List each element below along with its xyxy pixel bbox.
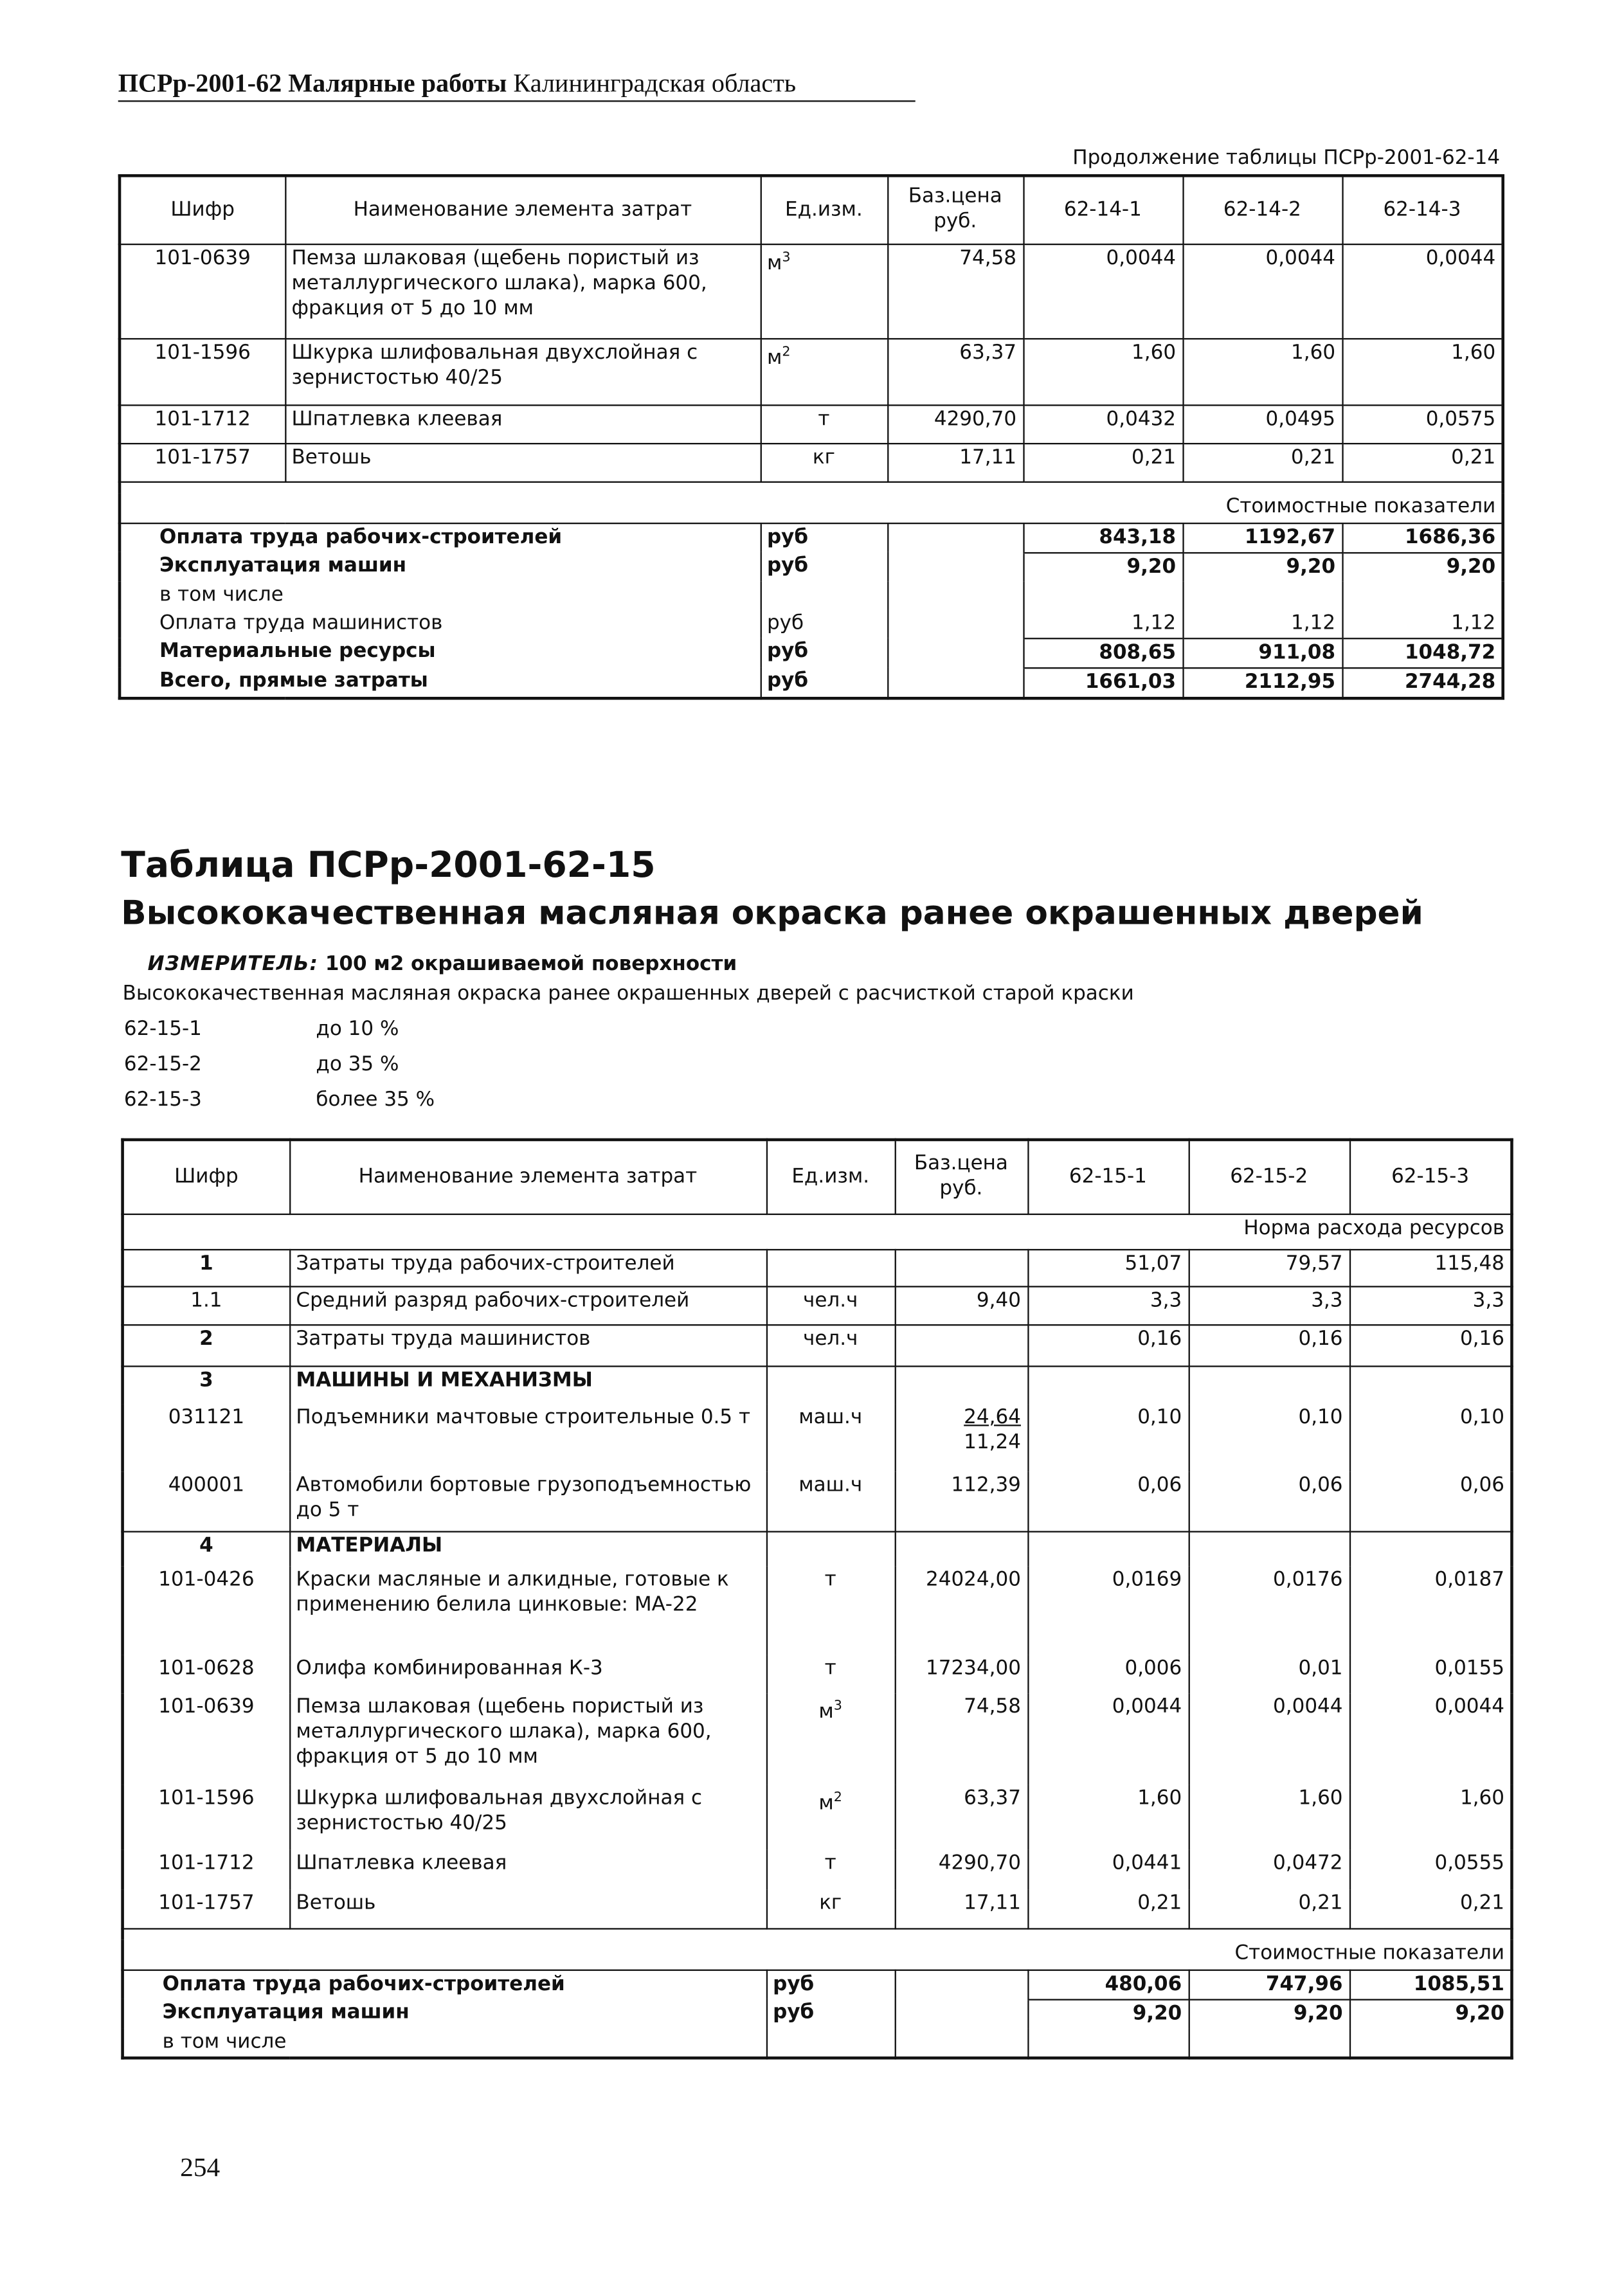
cell-code: 031121 [123,1404,289,1472]
cell-value: 0,10 [1189,1404,1349,1472]
cell-value: 0,0044 [1027,1693,1188,1785]
cell-value: 3,3 [1349,1286,1512,1324]
cell-value: 0,0472 [1189,1850,1349,1890]
cost-value: 1,12 [1342,609,1502,638]
cost-row [120,552,1503,581]
cell-price: 9,40 [895,1286,1028,1324]
col-header-name: Наименование элемента затрат [285,175,760,244]
cell-value: 0,0044 [1189,1693,1349,1785]
table-15-title: Таблица ПСРр-2001-62-15 [121,844,656,886]
cell-price: 63,37 [895,1785,1028,1850]
cost-value [1027,2028,1188,2057]
cost-unit: руб [761,609,887,638]
cost-name: Оплата труда рабочих-строителей [120,523,761,552]
cell-name: Пемза шлаковая (щебень пористый из металлургического шлака), марка 600, фракция от 5 до 10 мм [285,244,760,338]
cell-value: 0,21 [1349,1890,1512,1929]
cost-unit: руб [761,523,887,552]
cost-value: 9,20 [1189,1999,1349,2028]
cell-name: Шкурка шлифовальная двухслойная с зернистостью 40/25 [285,338,760,404]
section-title: МАТЕРИАЛЫ [289,1531,766,1567]
cell-value: 1,60 [1189,1785,1349,1850]
running-header [118,68,916,102]
table-row [120,244,1503,338]
cell-code: 400001 [123,1472,289,1531]
cell-price: 112,39 [895,1472,1028,1531]
cell-name: Краски масляные и алкидные, готовые к применению белила цинковые: МА-22 [289,1567,766,1655]
cost-value: 808,65 [1023,638,1182,667]
cost-row [120,609,1503,638]
cell-code: 101-0639 [120,244,285,338]
cell-code: 101-1712 [120,404,285,443]
col-header-unit: Ед.изм. [766,1140,895,1214]
cost-value: 1085,51 [1349,1970,1512,1999]
cost-row [120,667,1503,697]
cost-unit [761,581,887,609]
cell-value: 0,01 [1189,1655,1349,1693]
col-header-name: Наименование элемента затрат [289,1140,766,1214]
cell-name: Шкурка шлифовальная двухслойная с зернистостью 40/25 [289,1785,766,1850]
cell-name: Шпатлевка клеевая [289,1850,766,1890]
section-row [123,1531,1512,1567]
measure-value: 100 м2 окрашиваемой поверхности [325,952,737,976]
cell-unit: $м^3$ [761,244,887,338]
cost-price-empty [887,638,1023,667]
cell-price [895,1324,1028,1365]
cost-value: 747,96 [1189,1970,1349,1999]
cell-code: 101-0628 [123,1655,289,1693]
cell-value: 0,06 [1189,1472,1349,1531]
cell-value: 3,3 [1027,1286,1188,1324]
header-code: ПСРр-2001-62 [118,67,282,98]
cell-unit: чел.ч [766,1324,895,1365]
cell-price: 63,37 [887,338,1023,404]
col-header-62-15-2: 62-15-2 [1189,1140,1349,1214]
cell-value: 0,10 [1349,1404,1512,1472]
cost-value: 1661,03 [1023,667,1182,697]
cell-value: 0,0441 [1027,1850,1188,1890]
cost-value [1182,581,1342,609]
cell-unit: чел.ч [766,1286,895,1324]
cell-name: Ветошь [289,1890,766,1929]
table-row [123,1567,1512,1655]
table-row [123,1655,1512,1693]
cost-row [123,2028,1512,2057]
table-row [120,338,1503,404]
table-row [123,1472,1512,1531]
cost-value: 1686,36 [1342,523,1502,552]
table-row [123,1286,1512,1324]
cell-value: 0,0044 [1342,244,1502,338]
cell-unit [766,1249,895,1286]
spacer-row [123,1928,1512,1939]
cost-value: 9,20 [1182,552,1342,581]
cell-unit: кг [766,1890,895,1929]
measure-label: ИЗМЕРИТЕЛЬ: [147,952,319,976]
cost-unit: руб [766,1970,895,1999]
cell-unit: $м^2$ [766,1785,895,1850]
cell-value: 79,57 [1189,1249,1349,1286]
cost-value: 9,20 [1027,1999,1188,2028]
col-header-code: Шифр [120,175,285,244]
cost-name: Эксплуатация машин [120,552,761,581]
cell-value: 0,0176 [1189,1567,1349,1655]
cell-name: Подъемники мачтовые строительные 0.5 т [289,1404,766,1472]
cell-name: Автомобили бортовые грузоподъемностью до 5 т [289,1472,766,1531]
variant-row: 62-15-1 до 10 % [123,1017,399,1041]
cell-price: 17,11 [895,1890,1028,1929]
cell-name: Средний разряд рабочих-строителей [289,1286,766,1324]
cell-unit: $м^2$ [761,338,887,404]
cell-value: 0,0575 [1342,404,1502,443]
cell-price: 4290,70 [887,404,1023,443]
cell-value: 1,60 [1349,1785,1512,1850]
cell-value: 0,0044 [1023,244,1182,338]
cell-code: 2 [123,1324,289,1365]
cell-value: 0,21 [1027,1890,1188,1929]
cell-value: 0,006 [1027,1655,1188,1693]
cell-value: 115,48 [1349,1249,1512,1286]
cell-price: 4290,70 [895,1850,1028,1890]
cell-value: 0,0555 [1349,1850,1512,1890]
col-header-code: Шифр [123,1140,289,1214]
cell-value: 0,0155 [1349,1655,1512,1693]
cell-name: Затраты труда машинистов [289,1324,766,1365]
cost-unit: руб [761,638,887,667]
cost-unit [766,2028,895,2057]
cell-value: 0,10 [1027,1404,1188,1472]
cost-row [120,523,1503,552]
cost-price-empty [887,523,1023,552]
cell-unit: маш.ч [766,1472,895,1531]
col-header-62-14-3: 62-14-3 [1342,175,1502,244]
col-header-price: Баз.цена руб. [887,175,1023,244]
cell-value: 0,21 [1342,443,1502,481]
header-title: Малярные работы [288,67,507,98]
cost-unit: руб [766,1999,895,2028]
cell-code: 101-1757 [120,443,285,481]
cost-name: Оплата труда рабочих-строителей [123,1970,766,1999]
table-62-14-body [120,244,1503,697]
table-row [123,1404,1512,1472]
cost-row [120,638,1503,667]
section-code: 3 [123,1365,289,1404]
table-row [120,443,1503,481]
cell-value: 1,60 [1027,1785,1188,1850]
cost-row [120,581,1503,609]
cell-value: 0,0044 [1349,1693,1512,1785]
cell-value: 0,0044 [1182,244,1342,338]
cell-value: 1,60 [1023,338,1182,404]
cell-value: 51,07 [1027,1249,1188,1286]
col-header-62-14-2: 62-14-2 [1182,175,1342,244]
col-header-62-14-1: 62-14-1 [1023,175,1182,244]
cost-value: 2112,95 [1182,667,1342,697]
cell-price: 24,64 11,24 [895,1404,1028,1472]
cell-value: 0,16 [1189,1324,1349,1365]
section-title: МАШИНЫ И МЕХАНИЗМЫ [289,1365,766,1404]
cost-value [1342,581,1502,609]
table-row [123,1693,1512,1785]
cost-value: 480,06 [1027,1970,1188,1999]
cost-price-empty [887,609,1023,638]
cell-code: 101-0426 [123,1567,289,1655]
cell-price: 17,11 [887,443,1023,481]
cost-name: Оплата труда машинистов [120,609,761,638]
cell-unit: $м^3$ [766,1693,895,1785]
cost-name: в том числе [123,2028,766,2057]
cost-unit: руб [761,667,887,697]
cost-price-empty [887,581,1023,609]
cost-value: 2744,28 [1342,667,1502,697]
cell-value: 0,21 [1182,443,1342,481]
cost-section-header: Стоимостные показатели [120,493,1503,523]
cost-value [1349,2028,1512,2057]
variant-row: 62-15-2 до 35 % [123,1052,399,1077]
cell-value: 0,21 [1023,443,1182,481]
header-region: Калининградская область [513,67,797,98]
measure-line [148,952,737,976]
work-description: Высококачественная масляная окраска ранее окрашенных дверей с расчисткой старой краски [122,982,1134,1005]
continuation-caption: Продолжение таблицы ПСРр-2001-62-14 [1072,146,1501,170]
cell-value: 0,06 [1349,1472,1512,1531]
cell-value: 0,0432 [1023,404,1182,443]
col-header-62-15-1: 62-15-1 [1027,1140,1188,1214]
cell-unit: т [761,404,887,443]
variant-row: 62-15-3 более 35 % [123,1088,435,1112]
cost-value: 1,12 [1023,609,1182,638]
cell-code: 101-1712 [123,1850,289,1890]
cell-name: Шпатлевка клеевая [285,404,760,443]
cell-name: Пемза шлаковая (щебень пористый из металлургического шлака), марка 600, фракция от 5 до 10 мм [289,1693,766,1785]
cell-value: 0,16 [1027,1324,1188,1365]
cell-value: 3,3 [1189,1286,1349,1324]
cost-value: 1,12 [1182,609,1342,638]
table-62-15 [121,1138,1513,2059]
table-15-subtitle: Высококачественная масляная окраска ранее окрашенных дверей [121,894,1423,933]
cell-code: 101-1757 [123,1890,289,1929]
cell-name: Олифа комбинированная К-3 [289,1655,766,1693]
cost-value: 843,18 [1023,523,1182,552]
cell-price: 74,58 [887,244,1023,338]
cell-price: 74,58 [895,1693,1028,1785]
cell-value: 0,0187 [1349,1567,1512,1655]
norm-section-header: Норма расхода ресурсов [123,1214,1512,1249]
cell-value: 1,60 [1182,338,1342,404]
cost-price-empty [895,1970,1028,1999]
cost-value: 911,08 [1182,638,1342,667]
cell-name: Затраты труда рабочих-строителей [289,1249,766,1286]
cost-section-header: Стоимостные показатели [123,1940,1512,1970]
cost-price-empty [887,552,1023,581]
cell-unit: маш.ч [766,1404,895,1472]
table-row [120,404,1503,443]
table-62-15-body [123,1214,1512,2057]
cost-value: 1048,72 [1342,638,1502,667]
cost-name: Материальные ресурсы [120,638,761,667]
col-header-unit: Ед.изм. [761,175,887,244]
cell-value: 0,21 [1189,1890,1349,1929]
table-row [123,1850,1512,1890]
cost-row [123,1999,1512,2028]
cell-code: 101-1596 [120,338,285,404]
cost-value: 1192,67 [1182,523,1342,552]
cost-price-empty [895,2028,1028,2057]
section-row [123,1365,1512,1404]
cost-name: в том числе [120,581,761,609]
col-header-price: Баз.цена руб. [895,1140,1028,1214]
cell-value: 0,16 [1349,1324,1512,1365]
cost-name: Всего, прямые затраты [120,667,761,697]
table-62-14 [118,174,1504,699]
cost-value [1189,2028,1349,2057]
cell-unit: т [766,1655,895,1693]
cell-price: 17234,00 [895,1655,1028,1693]
cell-value: 1,60 [1342,338,1502,404]
cell-price: 24024,00 [895,1567,1028,1655]
cost-value: 9,20 [1342,552,1502,581]
spacer-row [120,481,1503,493]
table-row [123,1785,1512,1850]
cell-name: Ветошь [285,443,760,481]
cell-unit: т [766,1850,895,1890]
cell-value: 0,06 [1027,1472,1188,1531]
cost-price-empty [887,667,1023,697]
table-row [123,1324,1512,1365]
cell-unit: кг [761,443,887,481]
cell-value: 0,0495 [1182,404,1342,443]
cell-unit: т [766,1567,895,1655]
table-row [123,1890,1512,1929]
cell-code: 1.1 [123,1286,289,1324]
col-header-62-15-3: 62-15-3 [1349,1140,1512,1214]
cost-name: Эксплуатация машин [123,1999,766,2028]
cell-value: 0,0169 [1027,1567,1188,1655]
page-number: 254 [180,2152,221,2182]
section-code: 4 [123,1531,289,1567]
cost-unit: руб [761,552,887,581]
cost-row [123,1970,1512,1999]
cost-value: 9,20 [1023,552,1182,581]
cost-value: 9,20 [1349,1999,1512,2028]
cell-code: 1 [123,1249,289,1286]
cell-price [895,1249,1028,1286]
cost-price-empty [895,1999,1028,2028]
cell-code: 101-0639 [123,1693,289,1785]
cost-value [1023,581,1182,609]
table-row [123,1249,1512,1286]
cell-code: 101-1596 [123,1785,289,1850]
